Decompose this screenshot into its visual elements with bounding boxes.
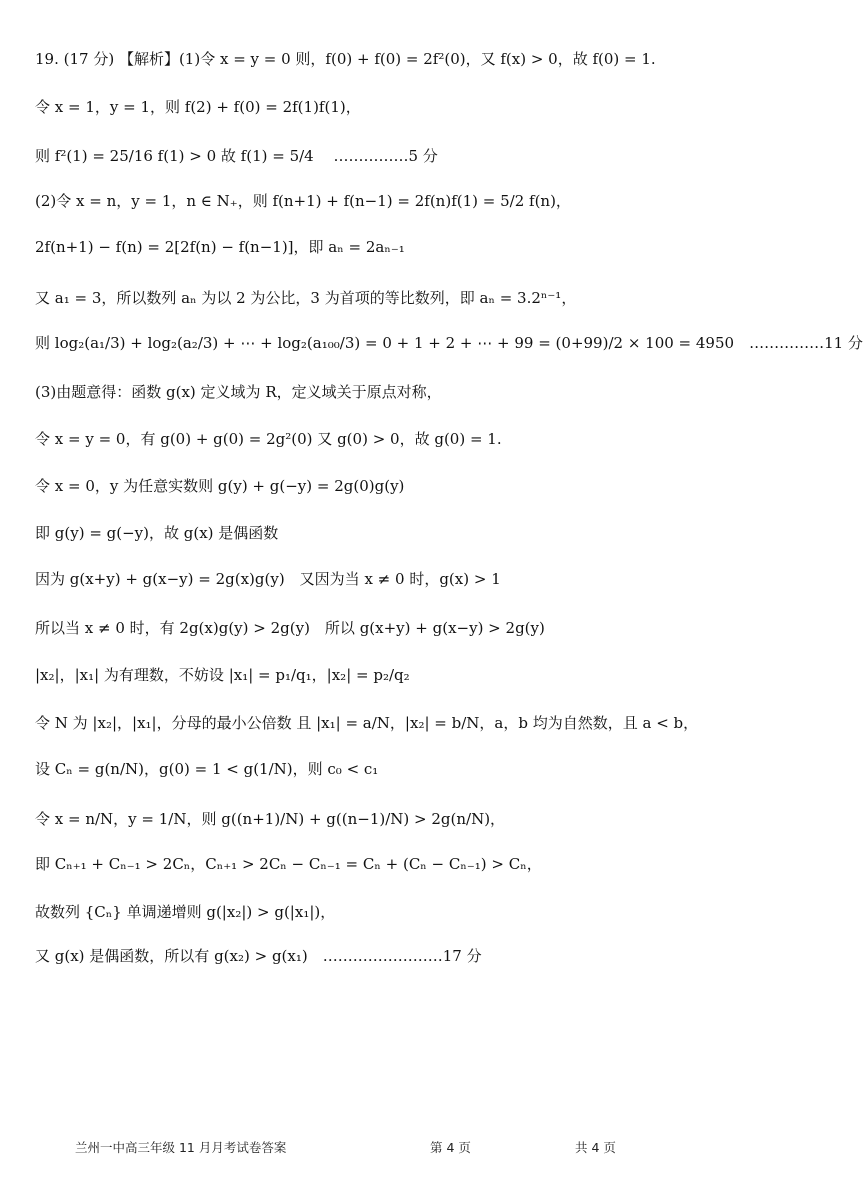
solution-line-1: 19. (17 分) 【解析】(1)令 x = y = 0 则，f(0) + f(0) = 2f²(0)，又 f(x) > 0，故 f(0) = 1.: [35, 50, 656, 68]
footer-exam-title: 兰州一中高三年级 11 月月考试卷答案: [75, 1140, 287, 1155]
solution-line-7: 则 log₂(a₁/3) + log₂(a₂/3) + ⋯ + log₂(a₁₀₀/3) = 0 + 1 + 2 + ⋯ + 99 = (0+99)/2 × 100 = 4950 ……………11 分: [35, 334, 863, 352]
solution-line-19: 故数列 {Cₙ} 单调递增则 g(|x₂|) > g(|x₁|)，: [35, 903, 336, 921]
solution-line-8: (3)由题意得：函数 g(x) 定义域为 R，定义域关于原点对称，: [35, 383, 442, 401]
solution-line-4: (2)令 x = n，y = 1，n ∈ N₊，则 f(n+1) + f(n−1) = 2f(n)f(1) = 5/2 f(n)，: [35, 192, 571, 210]
solution-line-2: 令 x = 1，y = 1，则 f(2) + f(0) = 2f(1)f(1)，: [35, 98, 361, 116]
solution-line-9: 令 x = y = 0，有 g(0) + g(0) = 2g²(0) 又 g(0) > 0，故 g(0) = 1.: [35, 430, 502, 448]
solution-line-17: 令 x = n/N，y = 1/N，则 g((n+1)/N) + g((n−1)/N) > 2g(n/N)，: [35, 810, 506, 828]
solution-line-11: 即 g(y) = g(−y)，故 g(x) 是偶函数: [35, 524, 279, 542]
solution-line-13: 所以当 x ≠ 0 时，有 2g(x)g(y) > 2g(y) 所以 g(x+y) + g(x−y) > 2g(y): [35, 619, 545, 637]
footer-page-number: 第 4 页: [430, 1140, 471, 1155]
solution-line-5: 2f(n+1) − f(n) = 2[2f(n) − f(n−1)]，即 aₙ = 2aₙ₋₁: [35, 238, 405, 256]
solution-line-20: 又 g(x) 是偶函数，所以有 g(x₂) > g(x₁) ……………………17 分: [35, 947, 482, 965]
solution-line-16: 设 Cₙ = g(n/N)，g(0) = 1 < g(1/N)，则 c₀ < c₁: [35, 760, 379, 778]
solution-line-3: 则 f²(1) = 25/16 f(1) > 0 故 f(1) = 5/4 ……………5 分: [35, 147, 438, 165]
solution-line-18: 即 Cₙ₊₁ + Cₙ₋₁ > 2Cₙ，Cₙ₊₁ > 2Cₙ − Cₙ₋₁ = Cₙ + (Cₙ − Cₙ₋₁) > Cₙ，: [35, 855, 542, 873]
solution-line-14: |x₂|，|x₁| 为有理数，不妨设 |x₁| = p₁/q₁，|x₂| = p₂/q₂: [35, 666, 410, 684]
footer-page-total: 共 4 页: [575, 1140, 616, 1155]
solution-line-10: 令 x = 0，y 为任意实数则 g(y) + g(−y) = 2g(0)g(y): [35, 477, 405, 495]
solution-line-12: 因为 g(x+y) + g(x−y) = 2g(x)g(y) 又因为当 x ≠ 0 时，g(x) > 1: [35, 570, 501, 588]
solution-line-15: 令 N 为 |x₂|，|x₁|，分母的最小公倍数 且 |x₁| = a/N，|x₂| = b/N，a，b 均为自然数，且 a < b，: [35, 714, 699, 732]
solution-line-6: 又 a₁ = 3，所以数列 aₙ 为以 2 为公比，3 为首项的等比数列，即 aₙ = 3.2ⁿ⁻¹，: [35, 289, 577, 307]
